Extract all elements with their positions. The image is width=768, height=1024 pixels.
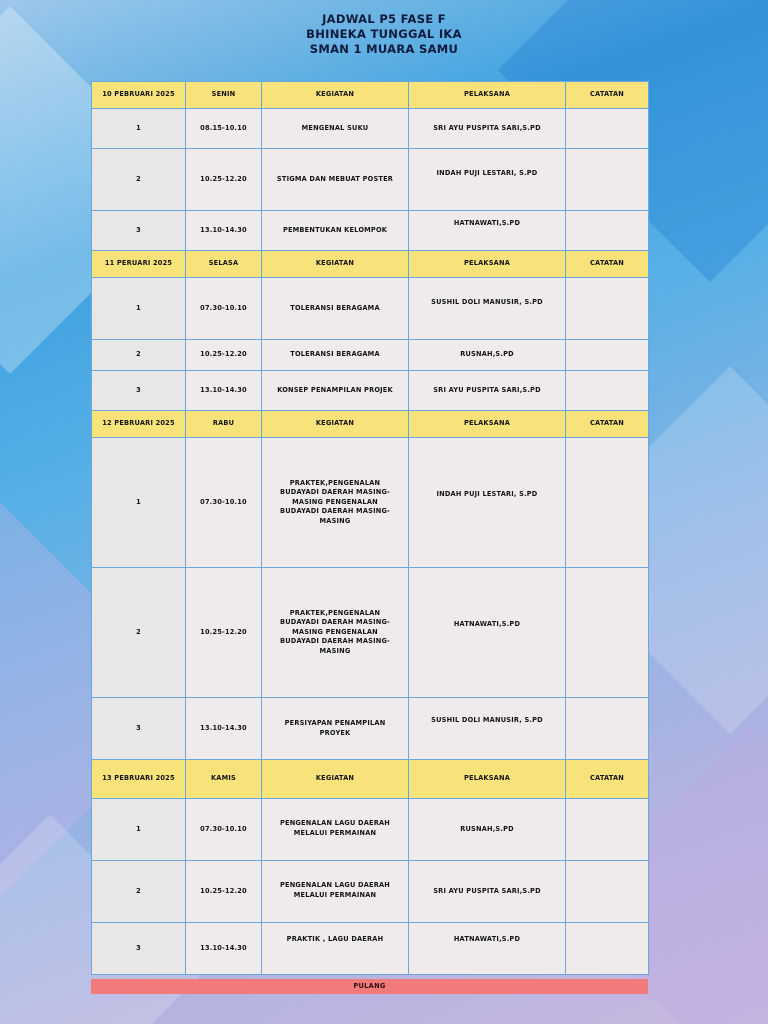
row-number: 2 [92, 340, 186, 371]
row-number: 1 [92, 799, 186, 861]
row-catatan [566, 109, 649, 149]
row-kegiatan: PRAKTIK , LAGU DAERAH [262, 923, 409, 975]
row-catatan [566, 371, 649, 411]
row-pelaksana: HATNAWATI,S.PD [409, 211, 566, 251]
table-row [92, 438, 649, 568]
pelaksana-header: PELAKSANA [409, 411, 566, 438]
day-date: 10 PEBRUARI 2025 [92, 82, 186, 109]
row-pelaksana: INDAH PUJI LESTARI, S.PD [409, 438, 566, 568]
day-date: 13 PEBRUARI 2025 [92, 760, 186, 799]
row-pelaksana: HATNAWATI,S.PD [409, 923, 566, 975]
row-pelaksana: HATNAWATI,S.PD [409, 568, 566, 698]
row-catatan [566, 923, 649, 975]
row-kegiatan: PENGENALAN LAGU DAERAH MELALUI PERMAINAN [262, 861, 409, 923]
row-pelaksana: RUSNAH,S.PD [409, 799, 566, 861]
row-number: 1 [92, 438, 186, 568]
row-catatan [566, 438, 649, 568]
row-time: 13.10-14.30 [186, 211, 262, 251]
row-time: 08.15-10.10 [186, 109, 262, 149]
day-header-row [92, 251, 649, 278]
row-catatan [566, 861, 649, 923]
row-pelaksana: SRI AYU PUSPITA SARI,S.PD [409, 861, 566, 923]
row-catatan [566, 211, 649, 251]
pelaksana-header: PELAKSANA [409, 82, 566, 109]
row-number: 1 [92, 109, 186, 149]
catatan-header: CATATAN [566, 411, 649, 438]
table-row [92, 211, 649, 251]
row-catatan [566, 698, 649, 760]
row-catatan [566, 799, 649, 861]
row-number: 3 [92, 698, 186, 760]
row-number: 3 [92, 371, 186, 411]
kegiatan-header: KEGIATAN [262, 82, 409, 109]
catatan-header: CATATAN [566, 251, 649, 278]
kegiatan-header: KEGIATAN [262, 251, 409, 278]
table-row [92, 278, 649, 340]
row-kegiatan: PRAKTEK,PENGENALAN BUDAYADI DAERAH MASING-MASING PENGENALAN BUDAYADI DAERAH MASING-MASING [262, 568, 409, 698]
title-line-2: BHINEKA TUNGGAL IKA [306, 27, 462, 41]
row-catatan [566, 340, 649, 371]
day-header-row [92, 82, 649, 109]
row-number: 1 [92, 278, 186, 340]
row-pelaksana: INDAH PUJI LESTARI, S.PD [409, 149, 566, 211]
row-number: 3 [92, 211, 186, 251]
catatan-header: CATATAN [566, 760, 649, 799]
row-time: 10.25-12.20 [186, 568, 262, 698]
table-row [92, 109, 649, 149]
pulang-bar: PULANG [91, 979, 648, 994]
day-name: SELASA [186, 251, 262, 278]
row-kegiatan: PERSIYAPAN PENAMPILAN PROYEK [262, 698, 409, 760]
table-row [92, 923, 649, 975]
row-pelaksana: SRI AYU PUSPITA SARI,S.PD [409, 371, 566, 411]
row-kegiatan: MENGENAL SUKU [262, 109, 409, 149]
row-catatan [566, 568, 649, 698]
row-kegiatan: STIGMA DAN MEBUAT POSTER [262, 149, 409, 211]
day-date: 12 PEBRUARI 2025 [92, 411, 186, 438]
row-kegiatan: TOLERANSI BERAGAMA [262, 340, 409, 371]
row-number: 2 [92, 149, 186, 211]
row-catatan [566, 149, 649, 211]
schedule-table [91, 81, 649, 975]
row-pelaksana: SRI AYU PUSPITA SARI,S.PD [409, 109, 566, 149]
row-catatan [566, 278, 649, 340]
table-row [92, 340, 649, 371]
table-row [92, 371, 649, 411]
table-row [92, 799, 649, 861]
table-row [92, 698, 649, 760]
row-time: 13.10-14.30 [186, 371, 262, 411]
row-pelaksana: RUSNAH,S.PD [409, 340, 566, 371]
row-time: 10.25-12.20 [186, 340, 262, 371]
row-pelaksana: SUSHIL DOLI MANUSIR, S.PD [409, 278, 566, 340]
kegiatan-header: KEGIATAN [262, 411, 409, 438]
table-row [92, 149, 649, 211]
row-number: 2 [92, 861, 186, 923]
day-name: RABU [186, 411, 262, 438]
row-pelaksana: SUSHIL DOLI MANUSIR, S.PD [409, 698, 566, 760]
row-time: 13.10-14.30 [186, 923, 262, 975]
pelaksana-header: PELAKSANA [409, 760, 566, 799]
day-header-row [92, 760, 649, 799]
day-name: KAMIS [186, 760, 262, 799]
row-time: 07.30-10.10 [186, 438, 262, 568]
schedule-title [0, 12, 768, 57]
table-row [92, 861, 649, 923]
row-number: 2 [92, 568, 186, 698]
row-number: 3 [92, 923, 186, 975]
pelaksana-header: PELAKSANA [409, 251, 566, 278]
row-kegiatan: PRAKTEK,PENGENALAN BUDAYADI DAERAH MASING-MASING PENGENALAN BUDAYADI DAERAH MASING-MASING [262, 438, 409, 568]
row-time: 07.30-10.10 [186, 799, 262, 861]
title-line-3: SMAN 1 MUARA SAMU [309, 42, 459, 56]
row-time: 13.10-14.30 [186, 698, 262, 760]
day-name: SENIN [186, 82, 262, 109]
kegiatan-header: KEGIATAN [262, 760, 409, 799]
day-header-row [92, 411, 649, 438]
title-line-1: JADWAL P5 FASE F [322, 12, 446, 26]
row-time: 07.30-10.10 [186, 278, 262, 340]
row-kegiatan: TOLERANSI BERAGAMA [262, 278, 409, 340]
table-row [92, 568, 649, 698]
day-date: 11 PERUARI 2025 [92, 251, 186, 278]
row-time: 10.25-12.20 [186, 149, 262, 211]
row-time: 10.25-12.20 [186, 861, 262, 923]
row-kegiatan: KONSEP PENAMPILAN PROJEK [262, 371, 409, 411]
row-kegiatan: PENGENALAN LAGU DAERAH MELALUI PERMAINAN [262, 799, 409, 861]
row-kegiatan: PEMBENTUKAN KELOMPOK [262, 211, 409, 251]
catatan-header: CATATAN [566, 82, 649, 109]
